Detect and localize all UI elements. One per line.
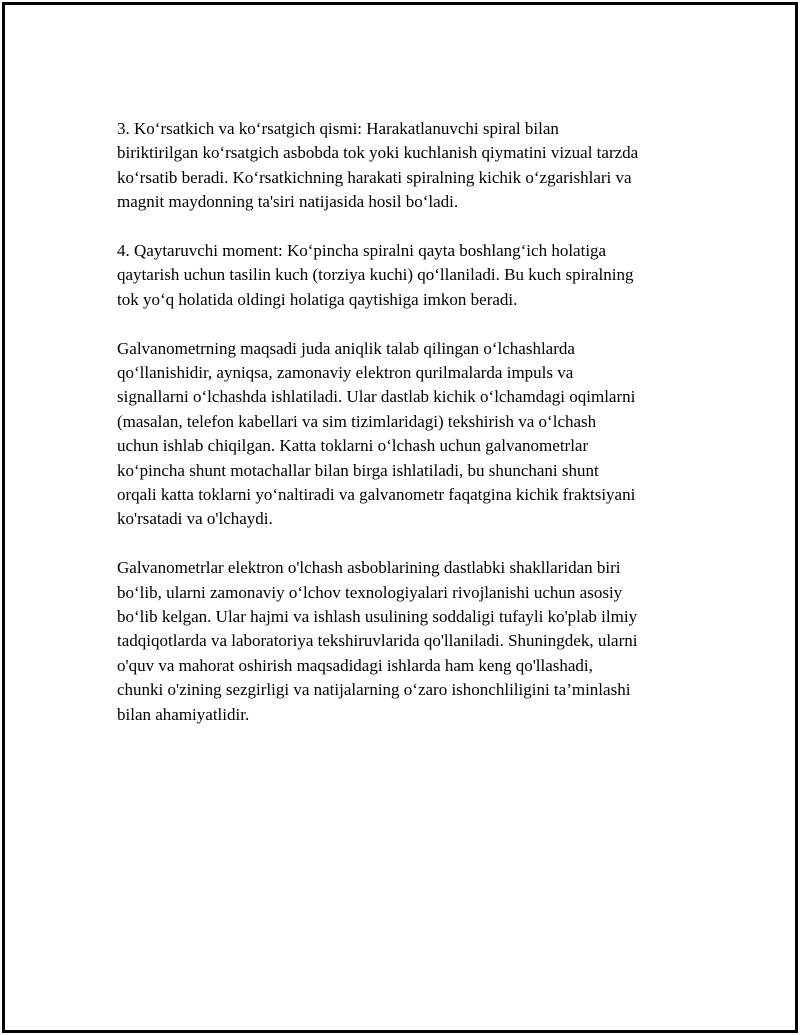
text-line: ko'rsatadi va o'lchaydi.: [117, 509, 273, 529]
text-line: ko‘pincha shunt motachallar bilan birga ishlatiladi, bu shunchani shunt: [117, 460, 599, 480]
text-line: bilan ahamiyatlidir.: [117, 704, 250, 724]
text-line: Galvanometrlar elektron o'lchash asboblarining dastlabki shakllaridan biri: [117, 558, 621, 578]
text-line: 3. Ko‘rsatkich va ko‘rsatgich qismi: Harakatlanuvchi spiral bilan: [117, 119, 559, 138]
text-line: signallarni o‘lchashda ishlatiladi. Ular dastlab kichik o‘lchamdagi oqimlarni: [117, 387, 636, 407]
paragraph-restoring-moment: [117, 239, 697, 312]
text-line: (masalan, telefon kabellari va sim tizimlaridagi) tekshirish va o‘lchash: [117, 411, 597, 431]
text-line: uchun ishlab chiqilgan. Katta toklarni o‘lchash uchun galvanometrlar: [117, 436, 589, 456]
text-line: Galvanometrning maqsadi juda aniqlik talab qilingan o‘lchashlarda: [117, 338, 575, 358]
text-line: orqali katta toklarni yo‘naltiradi va galvanometr faqatgina kichik fraktsiyani: [117, 485, 636, 505]
text-line: 4. Qaytaruvchi moment: Ko‘pincha spiralni qayta boshlang‘ich holatiga: [117, 241, 607, 261]
paragraph-indicator: [117, 117, 697, 215]
text-line: magnit maydonning ta'siri natijasida hosil bo‘ladi.: [117, 192, 459, 212]
text-line: o'quv va mahorat oshirish maqsadidagi ishlarda ham keng qo'llashadi,: [117, 655, 593, 675]
text-line: chunki o'zining sezgirligi va natijalarning o‘zaro ishonchliligini ta’minlashi: [117, 680, 631, 700]
paragraph-purpose: [117, 337, 697, 532]
text-line: bo‘lib kelgan. Ular hajmi va ishlash usulining soddaligi tufayli ko'plab ilmiy: [117, 607, 638, 627]
text-line: qaytarish uchun tasilin kuch (torziya kuchi) qo‘llaniladi. Bu kuch spiralning: [117, 265, 634, 285]
text-line: ko‘rsatib beradi. Ko‘rsatkichning harakati spiralning kichik o‘zgarishlari va: [117, 167, 632, 187]
document-body: [117, 117, 697, 752]
text-line: biriktirilgan ko‘rsatgich asbobda tok yoki kuchlanish qiymatini vizual tarzda: [117, 143, 639, 163]
text-line: tok yo‘q holatida oldingi holatiga qaytishiga imkon beradi.: [117, 289, 518, 309]
paragraph-history: [117, 556, 697, 727]
text-line: bo‘lib, ularni zamonaviy o‘lchov texnologiyalari rivojlanishi uchun asosiy: [117, 582, 623, 602]
text-line: qo‘llanishidir, ayniqsa, zamonaviy elektron qurilmalarda impuls va: [117, 363, 574, 383]
text-line: tadqiqotlarda va laboratoriya tekshiruvlarida qo'llaniladi. Shuningdek, ularni: [117, 631, 638, 651]
